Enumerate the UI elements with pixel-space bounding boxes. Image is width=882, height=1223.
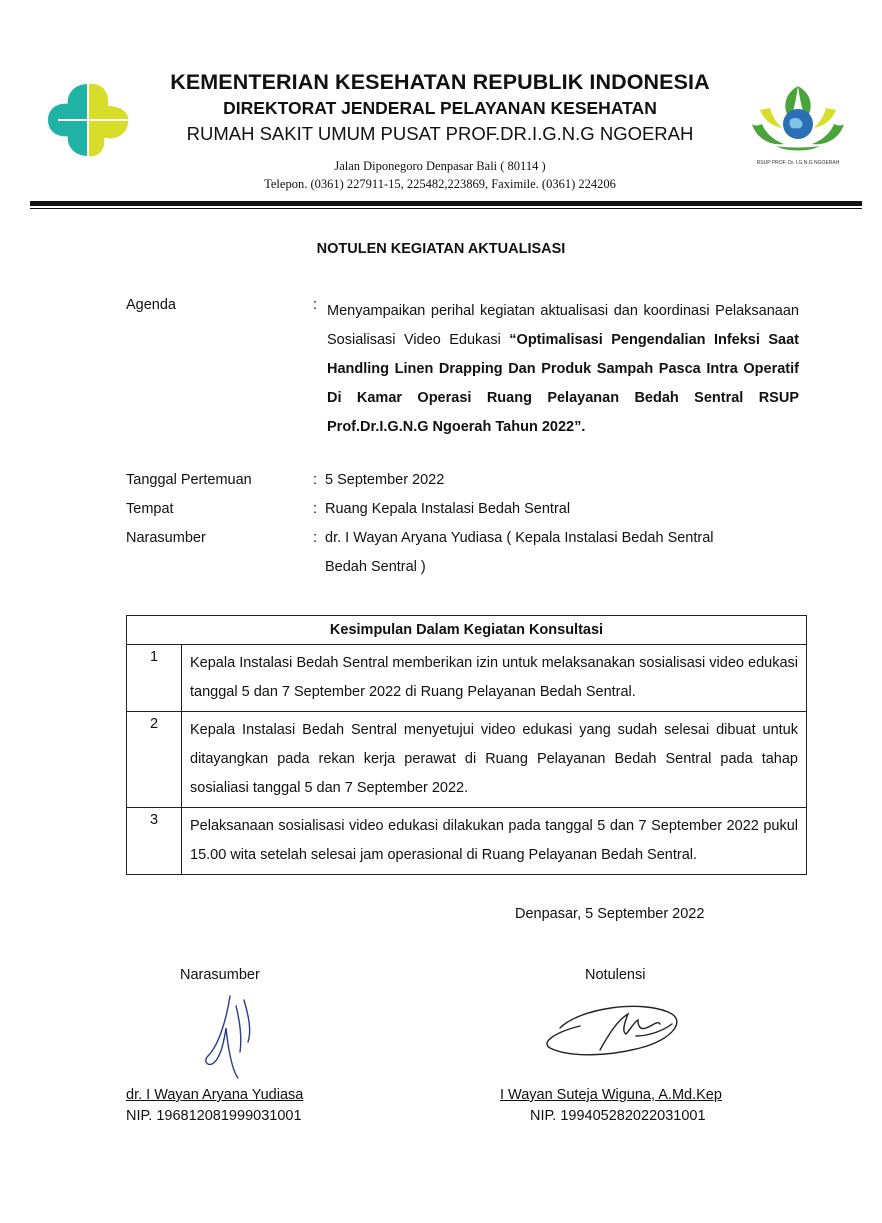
agenda-value: [327, 297, 799, 442]
agenda-label: Agenda: [126, 297, 176, 313]
kemenkes-logo: [44, 78, 132, 162]
speaker-name: dr. I Wayan Aryana Yudiasa: [126, 1087, 304, 1103]
rsup-logo-caption: RSUP PROF. Dr. I.G.N.G NGOERAH: [756, 160, 840, 166]
rsup-logo: [746, 80, 850, 168]
conclusion-table: [126, 615, 807, 875]
agenda-topic: “Optimalisasi Pengendalian Infeksi Saat Handling Linen Drapping Dan Produk Sampah Pasca Intra Operatif Di Kamar Operasi Ruang Pelayanan Bedah Sentral RSUP Prof.Dr.I.G.N.G Ngoerah Tahun 2022”.: [327, 332, 799, 435]
note-taker-nip: NIP. 199405282022031001: [530, 1108, 706, 1124]
date-colon: :: [313, 472, 318, 488]
row-text: Kepala Instalasi Bedah Sentral menyetujui video edukasi yang sudah selesai dibuat untuk ditayangkan pada rekan kerja perawat di Ruang Pelayanan Bedah Sentral pada tahap sosialiasi tanggal 5 dan 7 September 2022.: [182, 712, 807, 808]
hospital-contact: Telepon. (0361) 227911-15, 225482,223869, Faximile. (0361) 224206: [264, 177, 616, 191]
speaker-nip: NIP. 196812081999031001: [126, 1108, 302, 1124]
date-value: 5 September 2022: [325, 472, 445, 488]
hospital-address: Jalan Diponegoro Denpasar Bali ( 80114 ): [334, 159, 546, 173]
row-text: Pelaksanaan sosialisasi video edukasi dilakukan pada tanggal 5 dan 7 September 2022 pukul 15.00 wita setelah selesai jam operasional di Ruang Pelayanan Bedah Sentral.: [182, 808, 807, 875]
document-title: NOTULEN KEGIATAN AKTUALISASI: [316, 241, 566, 257]
agenda-colon: :: [313, 297, 318, 313]
agenda-text: Menyampaikan perihal kegiatan aktualisasi dan koordinasi Pelaksanaan Sosialisasi Video Edukasi: [327, 303, 799, 348]
speaker-value-cont: Bedah Sentral ): [325, 559, 426, 575]
table-row: [127, 645, 807, 712]
header-rule-thin: [30, 208, 862, 209]
note-taker-name: I Wayan Suteja Wiguna, A.Md.Kep: [500, 1087, 722, 1103]
row-text: Kepala Instalasi Bedah Sentral memberikan izin untuk melaksanakan sosialisasi video edukasi tanggal 5 dan 7 September 2022 di Ruang Pelayanan Bedah Sentral.: [182, 645, 807, 712]
table-header-row: [127, 616, 807, 645]
row-number: 2: [127, 712, 182, 808]
date-label: Tanggal Pertemuan: [126, 472, 252, 488]
note-taker-signature: [540, 990, 690, 1072]
row-number: 1: [127, 645, 182, 712]
table-heading: Kesimpulan Dalam Kegiatan Konsultasi: [127, 616, 807, 645]
place-date: Denpasar, 5 September 2022: [515, 906, 705, 922]
speaker-signature: [196, 992, 272, 1082]
table-row: [127, 808, 807, 875]
hospital-name: RUMAH SAKIT UMUM PUSAT PROF.DR.I.G.N.G NGOERAH: [186, 123, 694, 144]
place-label: Tempat: [126, 501, 174, 517]
speaker-colon: :: [313, 530, 318, 546]
speaker-role: Narasumber: [180, 967, 260, 983]
header-rule: [30, 201, 862, 206]
place-value: Ruang Kepala Instalasi Bedah Sentral: [325, 501, 571, 517]
table-row: [127, 712, 807, 808]
directorate-name: DIREKTORAT JENDERAL PELAYANAN KESEHATAN: [223, 98, 657, 118]
speaker-value: dr. I Wayan Aryana Yudiasa ( Kepala Instalasi Bedah Sentral: [325, 530, 714, 546]
note-taker-role: Notulensi: [585, 967, 646, 983]
row-number: 3: [127, 808, 182, 875]
ministry-name: KEMENTERIAN KESEHATAN REPUBLIK INDONESIA: [170, 70, 710, 94]
speaker-label: Narasumber: [126, 530, 206, 546]
place-colon: :: [313, 501, 318, 517]
